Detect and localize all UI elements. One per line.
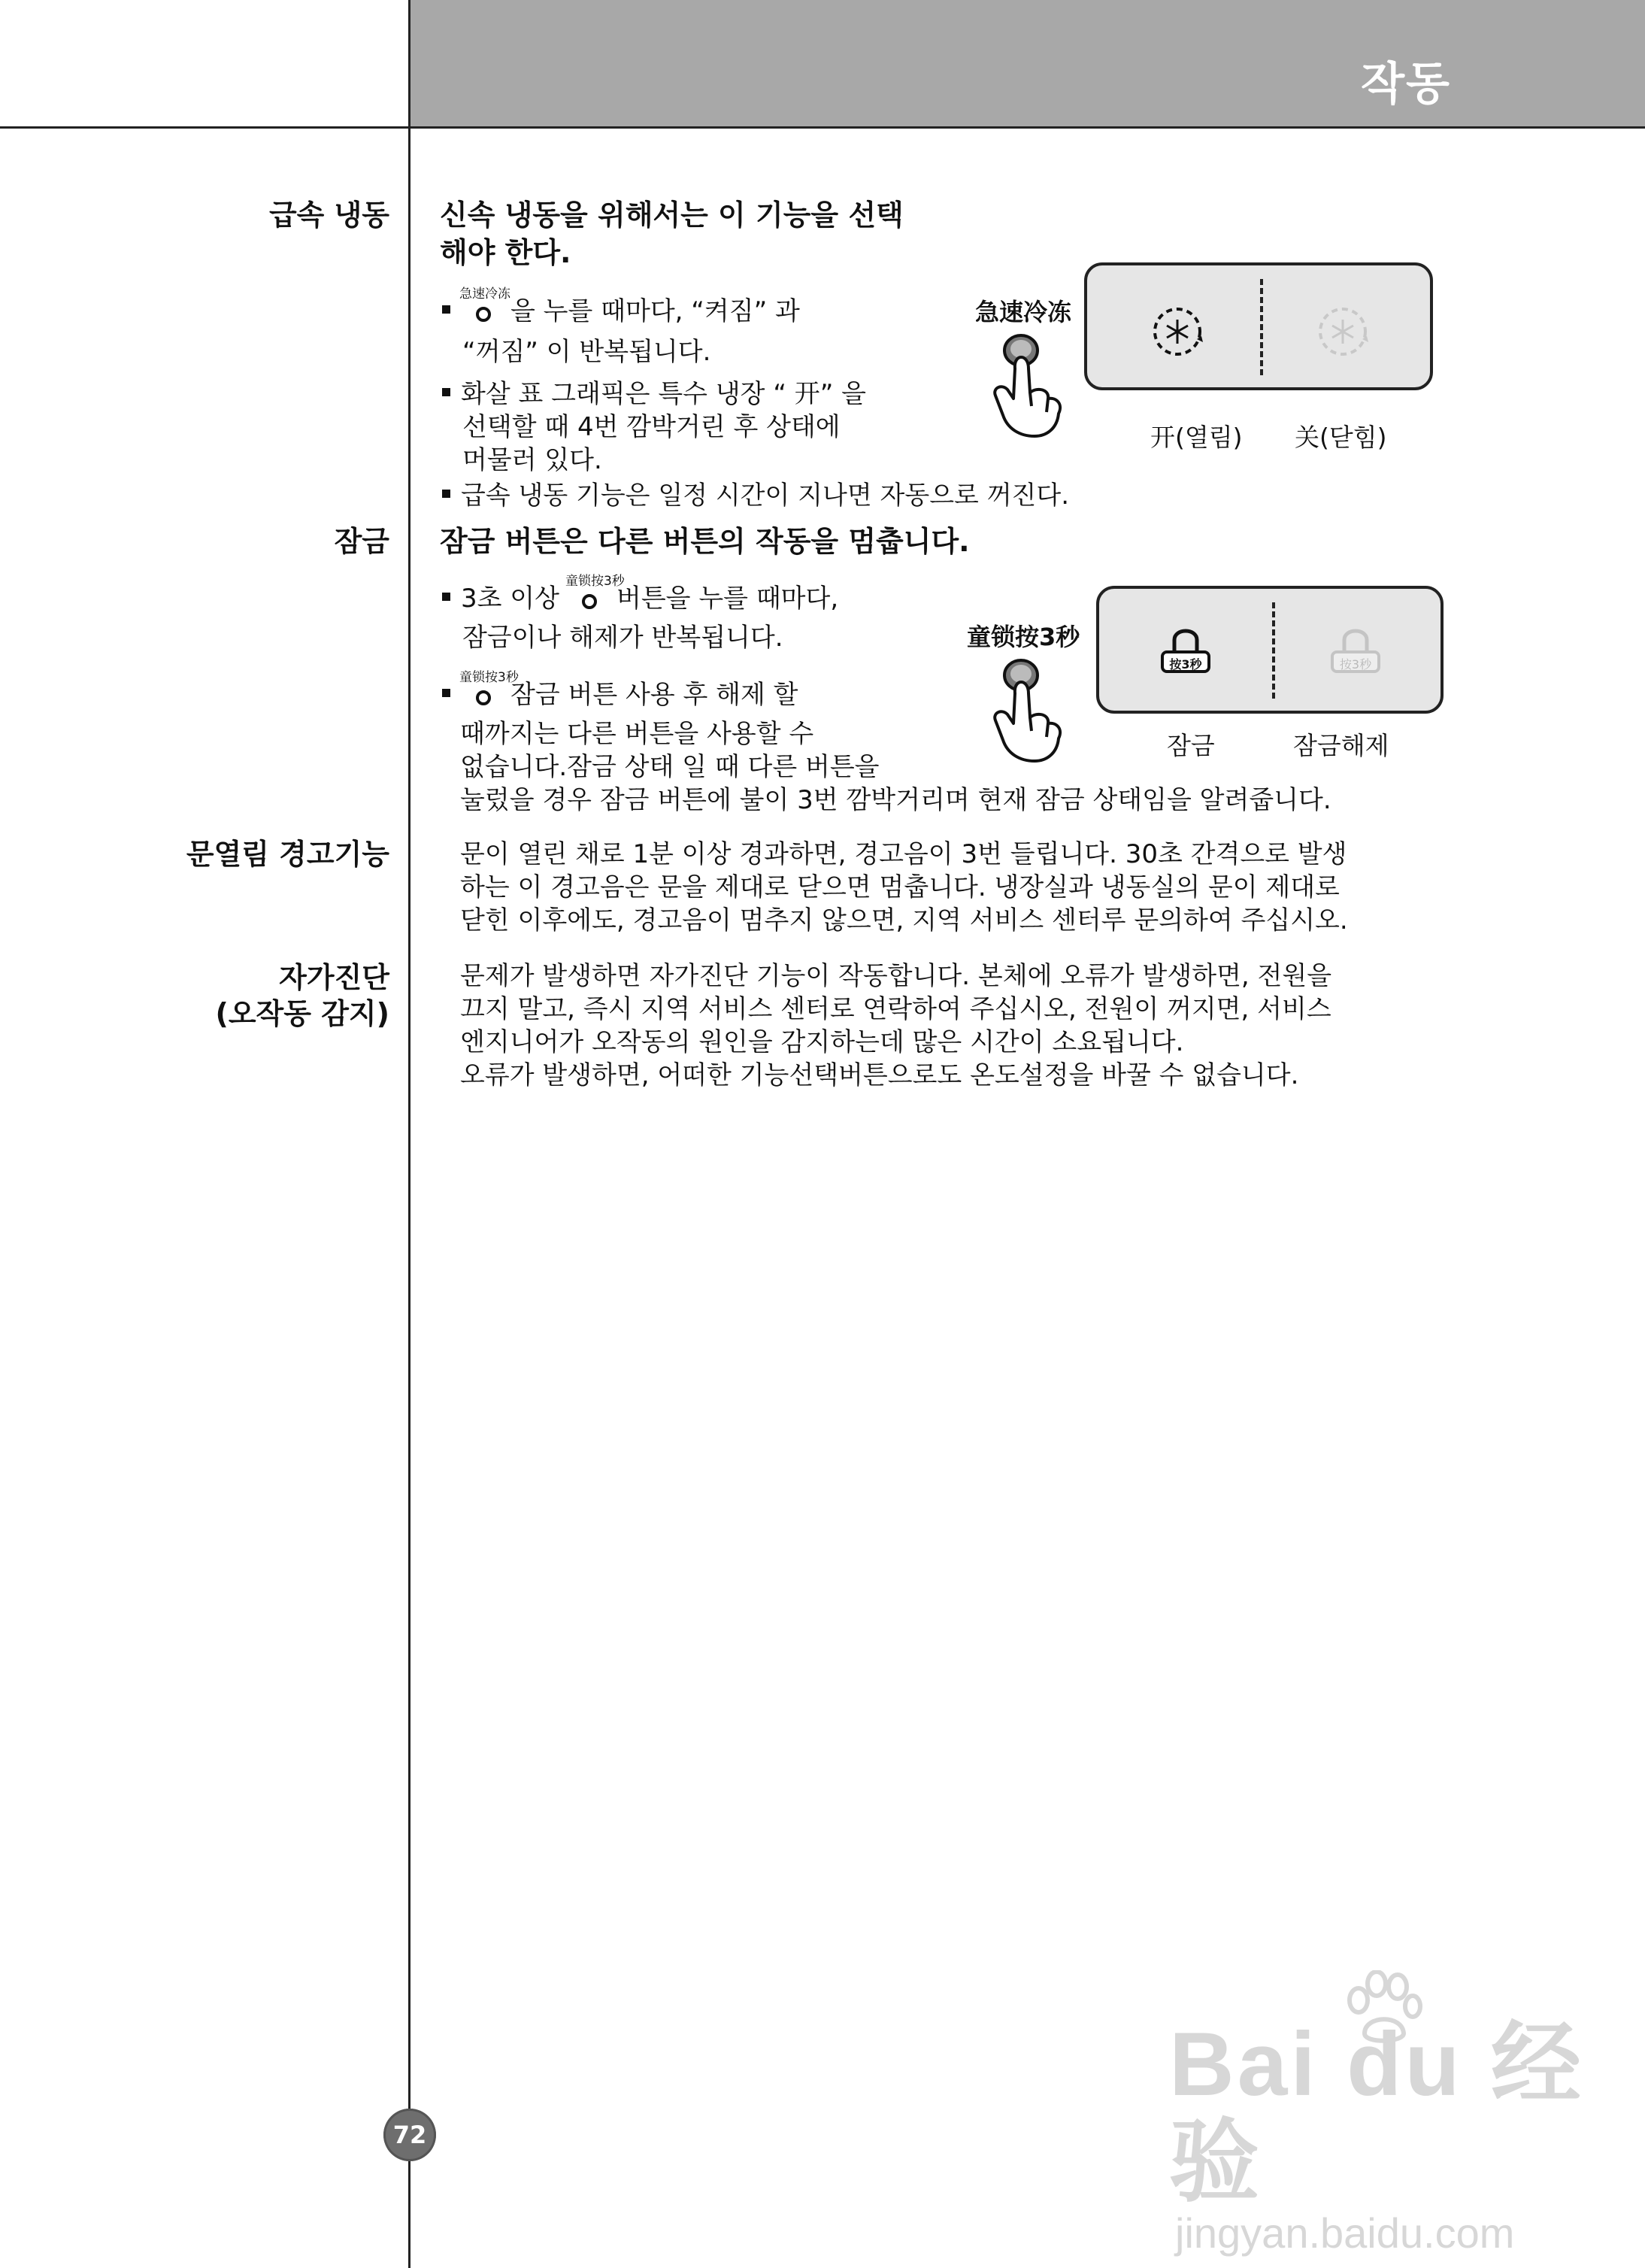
lock-bullet-2-line-4: 눌렀을 경우 잠금 버튼에 불이 3번 깜박거리며 현재 잠금 상태임을 알려줍니다. (460, 785, 1331, 815)
quick-freeze-lead-1: 신속 냉동을 위해서는 이 기능을 선택 (440, 199, 904, 232)
paw-logo-icon (1342, 1970, 1425, 2045)
lock-bullet-2-line-3: 없습니다.잠금 상태 일 때 다른 버튼을 (460, 752, 880, 782)
quick-freeze-bullet-2-text: 화살 표 그래픽은 특수 냉장 “ 开” 을 (461, 379, 867, 409)
quick-freeze-bullet-2-line-2: 선택할 때 4번 깜박거린 후 상태에 (462, 412, 841, 442)
door-alarm-line-1: 문이 열린 채로 1분 이상 경과하면, 경고음이 3번 들립니다. 30초 간격으로 발생 (460, 839, 1347, 869)
panel-divider (1260, 279, 1263, 375)
quick-freeze-bullet-1-line-2: “꺼짐” 이 반복됩니다. (462, 337, 711, 367)
door-alarm-line-3: 닫힌 이후에도, 경고음이 멈추지 않으면, 지역 서비스 센터루 문의하여 주십시오. (460, 905, 1348, 935)
lock-bullet-2 (442, 670, 798, 711)
bullet-square (442, 593, 450, 601)
snowflake-arrow-icon-faded (1313, 302, 1373, 362)
section-label-door-alarm: 문열림 경고기능 (186, 838, 389, 871)
unlock-label: 잠금해제 (1293, 731, 1389, 760)
quick-freeze-figure-caption: 急速冷冻 (975, 298, 1072, 326)
baidu-watermark (1169, 2015, 1645, 2256)
watermark-url: jingyan.baidu.com (1175, 2209, 1515, 2257)
padlock-icon (1152, 619, 1219, 687)
bullet-square (442, 388, 450, 396)
lock-bullet-2-text: 잠금 버튼 사용 후 해제 할 (510, 680, 798, 710)
pressing-hand-icon (985, 648, 1075, 769)
padlock-icon-faded (1322, 619, 1389, 687)
quick-freeze-bullet-1 (442, 287, 800, 328)
watermark-logo-text: Bai du 经验 (1169, 2014, 1585, 2212)
lock-lead: 잠금 버튼은 다른 버튼의 작동을 멈춥니다. (440, 525, 970, 558)
button-ring-icon (476, 690, 491, 705)
button-ring-icon (476, 307, 491, 322)
lock-panel (1096, 586, 1444, 714)
lock-button-icon (459, 670, 519, 711)
lock-icon-caption: 童锁按3秒 (565, 574, 625, 589)
lock-icon-caption: 童锁按3秒 (459, 670, 519, 685)
bullet-square (442, 305, 450, 314)
snowflake-arrow-icon (1147, 302, 1207, 362)
lock-label: 잠금 (1167, 731, 1215, 760)
header-divider (0, 126, 1645, 129)
quick-freeze-bullet-3-text: 급속 냉동 기능은 일정 시간이 지나면 자동으로 꺼진다. (461, 481, 1070, 511)
quick-freeze-bullet-2-line-3: 머물러 있다. (462, 445, 602, 475)
header-bar (410, 0, 1645, 126)
quick-freeze-bullet-1-text: 을 누를 때마다, “켜짐” 과 (510, 296, 800, 326)
self-diagnosis-line-4: 오류가 발생하면, 어떠한 기능선택버튼으로도 온도설정을 바꿀 수 없습니다. (460, 1060, 1299, 1090)
quick-freeze-bullet-2 (442, 377, 866, 411)
page-title: 작동 (1361, 58, 1451, 111)
quick-freeze-lead-2: 해야 한다. (440, 236, 571, 269)
door-alarm-line-2: 하는 이 경고음은 문을 제대로 닫으면 멈춥니다. 냉장실과 냉동실의 문이 제대로 (460, 872, 1340, 902)
self-diagnosis-line-2: 끄지 말고, 즉시 지역 서비스 센터로 연락하여 주십시오, 전원이 꺼지면, 서비스 (460, 994, 1331, 1024)
quick-freeze-on-label: 开(열림) (1150, 423, 1243, 452)
bullet-square (442, 689, 450, 697)
button-ring-icon (582, 594, 597, 609)
page-number: 72 (383, 2109, 436, 2161)
section-label-quick-freeze: 급속 냉동 (268, 199, 389, 232)
quick-freeze-bullet-3 (442, 479, 1069, 512)
quick-freeze-button-icon (459, 287, 510, 328)
quick-freeze-off-label: 关(닫힘) (1295, 423, 1387, 452)
lock-figure-caption: 童锁按3秒 (967, 623, 1080, 651)
lock-bullet-2-line-2: 때까지는 다른 버튼을 사용할 수 (460, 719, 814, 749)
section-label-self-diagnosis: 자가진단 (279, 961, 389, 994)
pressing-hand-icon (985, 323, 1075, 444)
bullet-square (442, 490, 450, 498)
self-diagnosis-line-1: 문제가 발생하면 자가진단 기능이 작동합니다. 본체에 오류가 발생하면, 전원을 (460, 961, 1332, 991)
section-label-lock: 잠금 (334, 525, 389, 558)
lock-bullet-1-pre: 3초 이상 (461, 584, 559, 614)
column-divider (408, 0, 410, 2268)
quick-freeze-panel (1084, 262, 1433, 390)
unlock-tag-text: 按3秒 (1339, 657, 1372, 672)
self-diagnosis-line-3: 엔지니어가 오작동의 원인을 감지하는데 많은 시간이 소요됩니다. (460, 1027, 1184, 1057)
lock-bullet-1 (442, 574, 839, 615)
panel-divider (1272, 602, 1275, 699)
lock-bullet-1-post: 버튼을 누를 때마다, (616, 584, 839, 614)
lock-button-icon (565, 574, 625, 615)
lock-bullet-1-line-2: 잠금이나 해제가 반복됩니다. (462, 623, 783, 653)
section-label-self-diagnosis-sub: (오작동 감지) (215, 997, 389, 1030)
lock-tag-text: 按3秒 (1169, 657, 1202, 672)
quick-freeze-icon-caption: 急速冷冻 (459, 287, 510, 302)
